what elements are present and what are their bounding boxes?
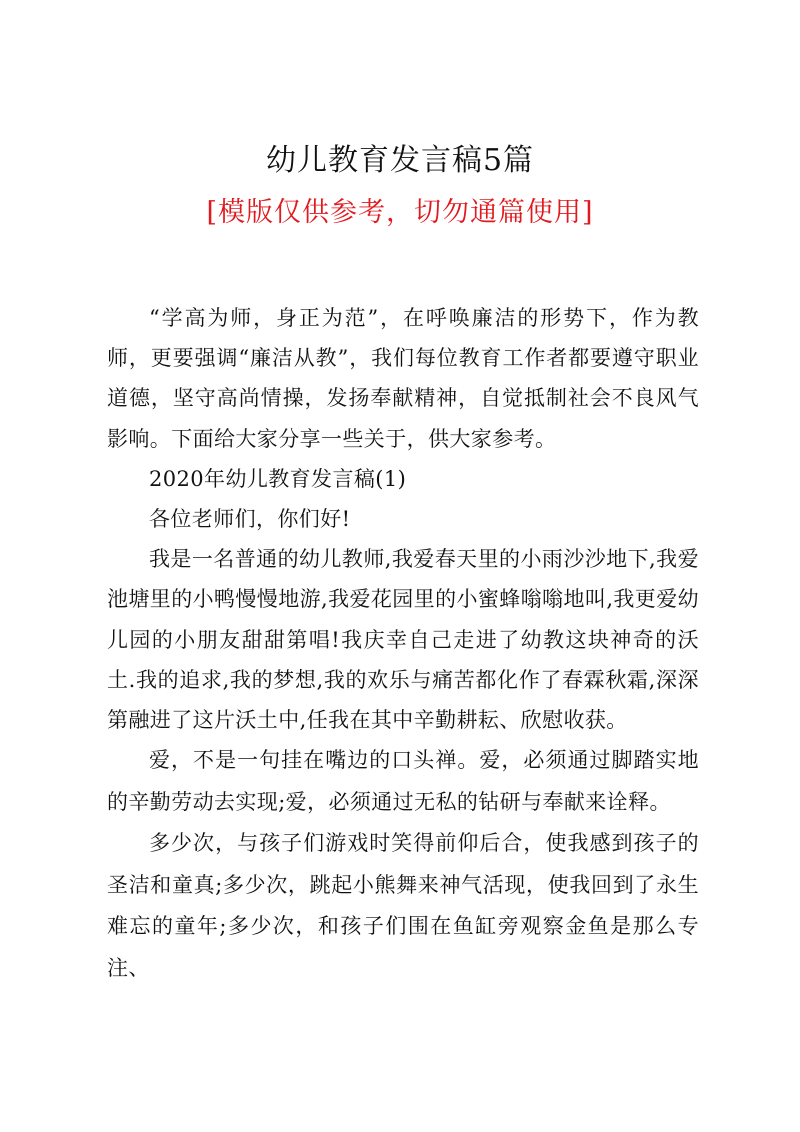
paragraph-body: 多少次，与孩子们游戏时笑得前仰后合，使我感到孩子的圣洁和童真;多少次，跳起小熊舞来神气活现，使我回到了永生难忘的童年;多少次，和孩子们围在鱼缸旁观察金鱼是那么专注、 (107, 831, 699, 980)
paragraph-body: 爱，不是一句挂在嘴边的口头禅。爱，必须通过脚踏实地的辛勤劳动去实现;爱，必须通过无私的钻研与奉献来诠释。 (107, 748, 699, 814)
document-body (107, 298, 699, 989)
paragraph-intro: “学高为师，身正为范”，在呼唤廉洁的形势下，作为教师，更要强调“廉洁从教”，我们每位教育工作者都要遵守职业道德，坚守高尚情操，发扬奉献精神，自觉抵制社会不良风气影响。下面给大家分享一些关于，供大家参考。 (107, 306, 699, 451)
paragraph-heading: 2020年幼儿教育发言稿(1) (149, 466, 407, 491)
document-title: 幼儿教育发言稿5篇 (265, 143, 535, 178)
paragraph-body: 我是一名普通的幼儿教师,我爱春天里的小雨沙沙地下,我爱池塘里的小鸭慢慢地游,我爱花园里的小蜜蜂嗡嗡地叫,我更爱幼儿园的小朋友甜甜第唱!我庆幸自己走进了幼教这块神奇的沃土.我的追求,我的梦想,我的欢乐与痛苦都化作了春霖秋霜,深深第融进了这片沃土中,任我在其中辛勤耕耘、欣慰收获。 (107, 547, 699, 733)
template-notice: [模版仅供参考，切勿通篇使用] (206, 197, 594, 228)
paragraph-greeting: 各位老师们，你们好! (149, 507, 351, 532)
